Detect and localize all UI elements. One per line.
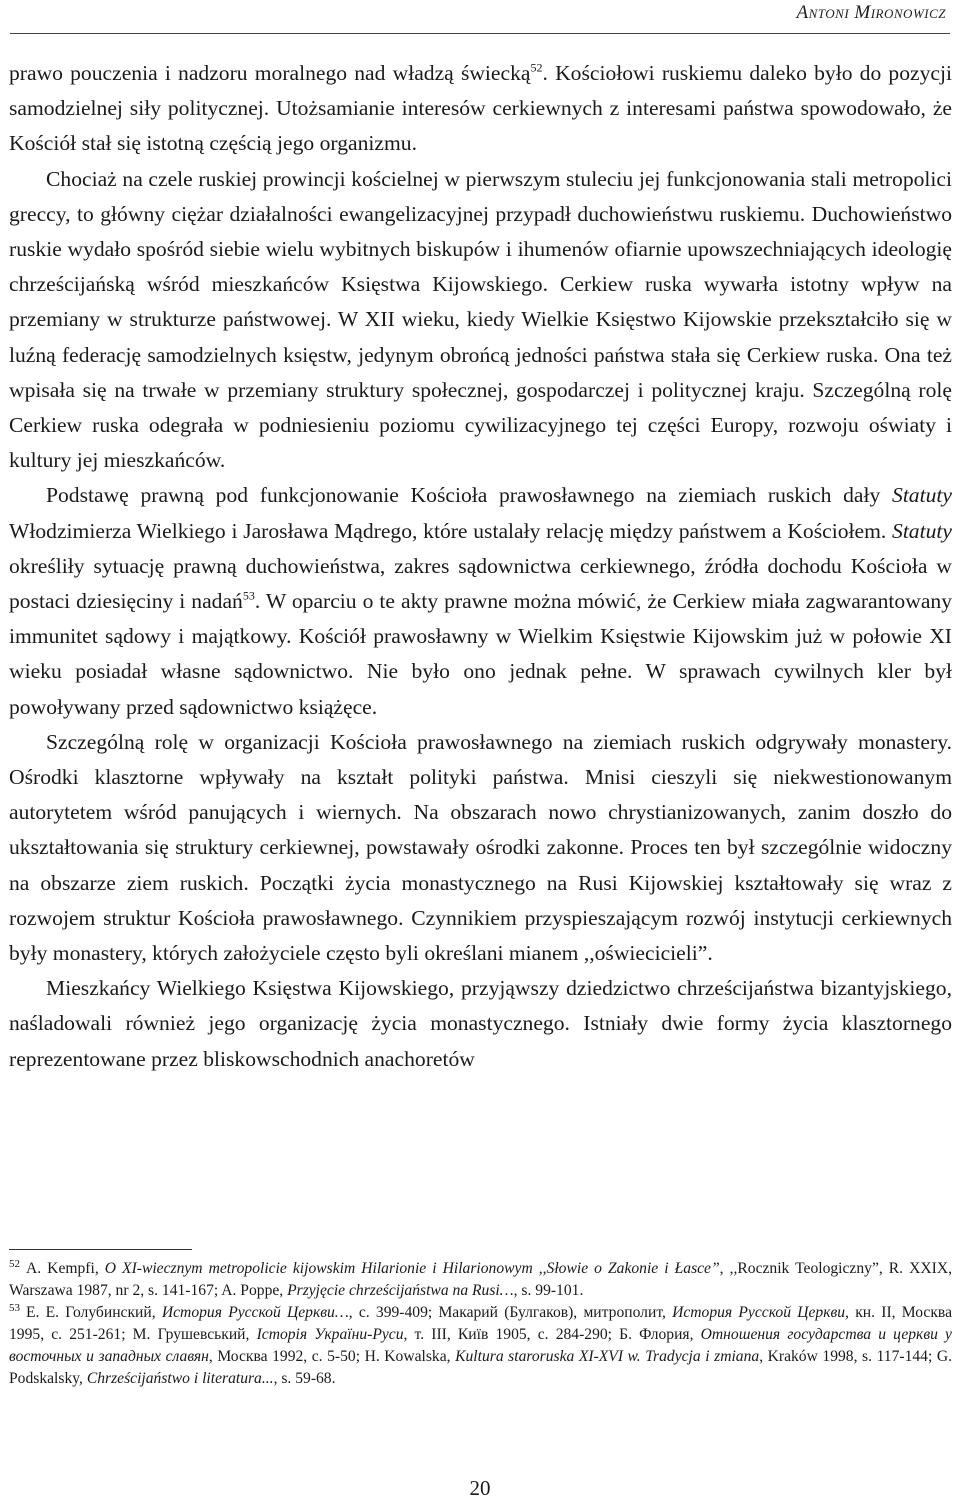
italic-text: Отношения государства и церкви у восточных и западных славян <box>9 1326 952 1365</box>
body-text <box>9 56 952 1077</box>
footnote-separator <box>9 1249 192 1250</box>
italic-text: Statuty <box>892 518 952 543</box>
paragraph: Mieszkańcy Wielkiego Księstwa Kijowskiego, przyjąwszy dziedzictwo chrześcijaństwa bizantyjskiego, naśladowali również jego organizację życia monastycznego. Istniały dwie formy życia klasztornego reprezentowane przez bliskowschodnich anachoretów <box>9 976 952 1071</box>
footnote-number: 52 <box>9 1257 20 1270</box>
page-header <box>0 0 960 36</box>
italic-text: O XI-wiecznym metropolicie kijowskim Hilarionie i Hilarionowym ,,Słowie o Zakonie i Łasce” <box>104 1260 720 1277</box>
footnote: $^{52}$ A. Kempfi, O XI-wiecznym metropolicie kijowskim Hilarionie i Hilarionowym ,,Słowie o Zakonie i Łasce”, ,,Rocznik Teologiczny”, R. XXIX, Warszawa 1987, nr 2, s. 141-167; A. Poppe, Przyjęcie chrześcijaństwa na Rusi…, s. 99-101. <box>9 1257 952 1299</box>
italic-text: Chrześcijaństwo i literatura... <box>86 1370 274 1387</box>
paragraph: Podstawę prawną pod funkcjonowanie Kościoła prawosławnego na ziemiach ruskich dały Statuty Włodzimierza Wielkiego i Jarosława Mądrego, które ustalały relację między państwem a Kościołem. Statuty określiły sytuację prawną duchowieństwa, zakres sądownictwa cerkiewnego, źródła dochodu Kościoła w postaci dziesięciny i nadań$^{53}$. W oparciu o te akty prawne można mówić, że Cerkiew miała zagwarantowany immunitet sądowy i majątkowy. Kościół prawosławny w Wielkim Księstwie Kijowskim już w połowie XI wieku posiadał własne sądownictwo. Nie było ono jednak pełne. W sprawach cywilnych kler był powoływany przed sądownictwo książęce. <box>9 483 952 719</box>
footnote-reference: 53 <box>242 588 255 603</box>
footnote-reference: 52 <box>530 60 543 75</box>
header-rule <box>10 33 950 34</box>
paragraph: prawo pouczenia i nadzoru moralnego nad władzą świecką$^{52}$. Kościołowi ruskiemu daleko było do pozycji samodzielnej siły politycznej. Utożsamianie interesów cerkiewnych z interesami państwa spowodowało, że Kościół stał się istotną częścią jego organizmu. <box>9 60 952 156</box>
italic-text: Przyjęcie chrześcijaństwa na Rusi… <box>287 1282 514 1299</box>
italic-text: История Русской Церкви… <box>161 1304 349 1321</box>
footnote: $^{53}$ Е. Е. Голубинский, История Русской Церкви…, с. 399-409; Макарий (Булгаков), митрополит, История Русской Церкви, кн. II, Москва 1995, с. 251-261; М. Грушевський, Історія України-Руси, т. III, Київ 1905, с. 284-290; Б. Флория, Отношения государства и церкви у восточных и западных славян, Москва 1992, с. 5-50; H. Kowalska, Kultura staroruska XI-XVI w. Tradycja i zmiana, Kraków 1998, s. 117-144; G. Podskalsky, Chrześcijaństwo i literatura..., s. 59-68. <box>9 1301 953 1387</box>
paragraph: Szczególną rolę w organizacji Kościoła prawosławnego na ziemiach ruskich odgrywały monastery. Ośrodki klasztorne wpływały na kształt polityki państwa. Mnisi cieszyli się niekwestionowanym autorytetem wśród panujących i wiernych. Na obszarach nowo chrystianizowanych, zanim doszło do ukształtowania się struktury cerkiewnej, powstawały ośrodki zakonne. Proces ten był szczególnie widoczny na obszarze ziem ruskich. Początki życia monastycznego na Rusi Kijowskiej kształtowały się wraz z rozwojem struktur Kościoła prawosławnego. Czynnikiem przyspieszającym rozwój instytucji cerkiewnych były monastery, których założyciele często byli określani mianem ,,oświecicieli”. <box>9 729 952 966</box>
italic-text: История Русской Церкви, <box>672 1304 849 1321</box>
running-head: Antoni Mironowicz <box>796 2 946 23</box>
page-number: 20 <box>469 1476 491 1500</box>
footnotes <box>9 1258 952 1390</box>
footnote-number: 53 <box>9 1301 20 1314</box>
italic-text: Statuty <box>892 483 952 508</box>
italic-text: Kultura staroruska XI-XVI w. Tradycja i zmiana <box>455 1348 760 1365</box>
paragraph: Chociaż na czele ruskiej prowincji kościelnej w pierwszym stuleciu jej funkcjonowania stali metropolici greccy, to główny ciężar działalności ewangelizacyjnej przypadł duchowieństwu ruskiemu. Duchowieństwo ruskie wydało spośród siebie wielu wybitnych biskupów i ihumenów ofiarnie upowszechniających ideologię chrześcijańską wśród mieszkańców Księstwa Kijowskiego. Cerkiew ruska wywarła istotny wpływ na przemiany w strukturze państwowej. W XII wieku, kiedy Wielkie Księstwo Kijowskie przekształciło się w luźną federację samodzielnych księstw, jedynym obrońcą jedności państwa stała się Cerkiew ruska. Ona też wpisała się na trwałe w przemiany struktury społecznej, gospodarczej i politycznej kraju. Szczególną rolę Cerkiew ruska odegrała w podniesieniu poziomu cywilizacyjnego tej części Europy, rozwoju oświaty i kultury jej mieszkańców. <box>9 166 952 473</box>
italic-text: Історія України-Руси <box>256 1326 404 1343</box>
